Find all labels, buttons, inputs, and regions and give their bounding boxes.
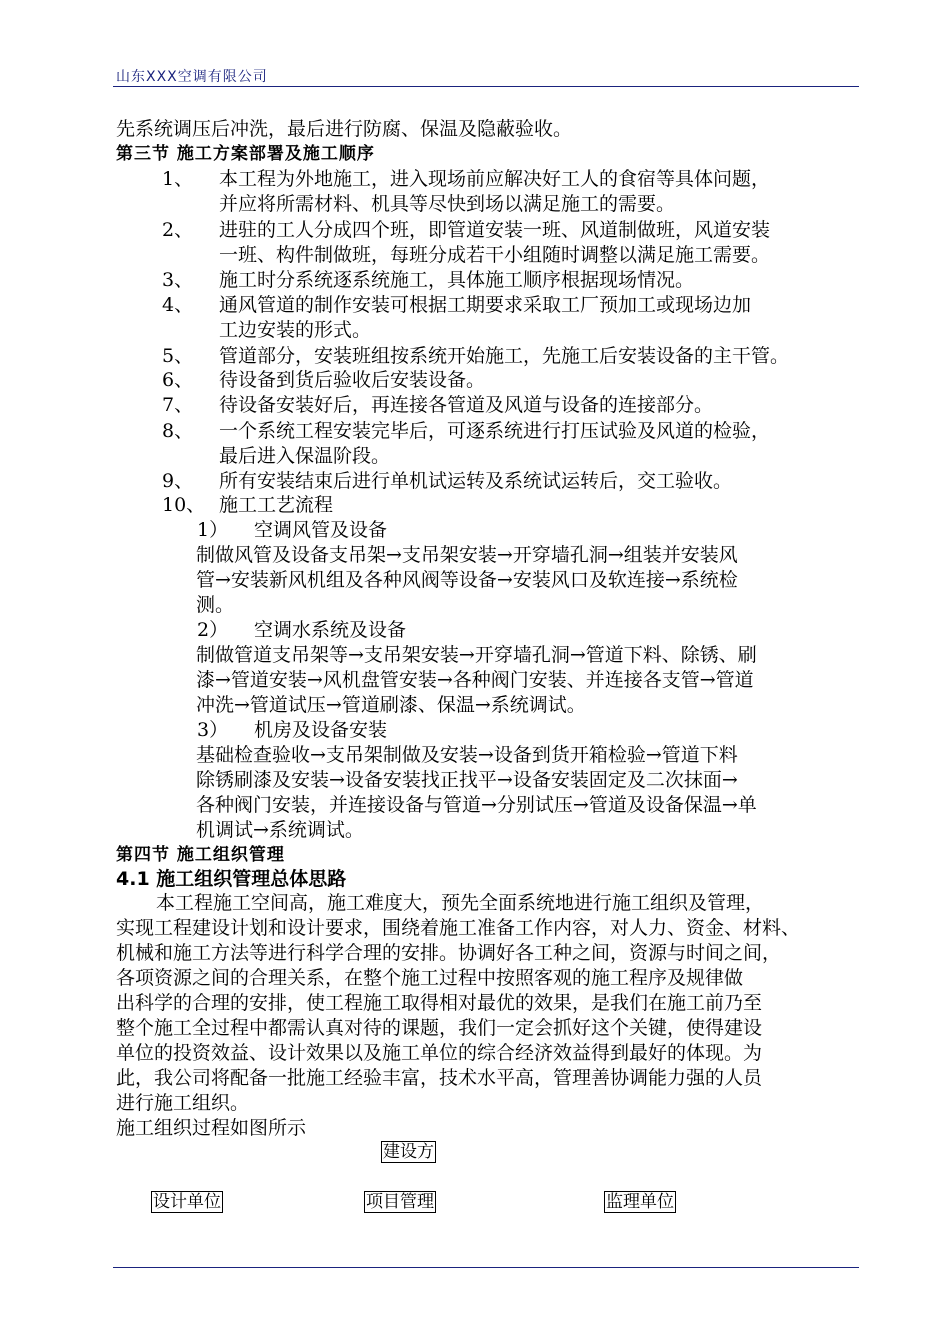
section3-title: 第三节 施工方案部署及施工顺序: [116, 144, 375, 164]
flow-text: 各种阀门安装，并连接设备与管道→分别试压→管道及设备保温→单: [196, 794, 757, 816]
item-number: 9、: [162, 470, 194, 492]
item-text: 一个系统工程安装完毕后，可逐系统进行打压试验及风道的检验，: [219, 420, 771, 442]
item-number: 6、: [162, 369, 194, 391]
paragraph-line: 出科学的合理的安排，使工程施工取得相对最优的效果，是我们在施工前乃至: [116, 992, 763, 1014]
section4-subtitle: 4.1 施工组织管理总体思路: [116, 868, 347, 890]
paragraph-line: 单位的投资效益、设计效果以及施工单位的综合经济效益得到最好的体现。为: [116, 1042, 763, 1064]
paragraph-line: 各项资源之间的合理关系，在整个施工过程中按照客观的施工程序及规律做: [116, 967, 744, 989]
header-rule: [113, 86, 859, 87]
item-text: 进驻的工人分成四个班，即管道安装一班、风道制做班，风道安装: [219, 219, 771, 241]
paragraph-line: 实现工程建设计划和设计要求，围绕着施工准备工作内容，对人力、资金、材料、: [116, 917, 801, 939]
item-text: 并应将所需材料、机具等尽快到场以满足施工的需要。: [219, 193, 676, 215]
item-text: 待设备安装好后，再连接各管道及风道与设备的连接部分。: [219, 394, 714, 416]
flow-number: 3）: [197, 719, 229, 741]
footer-rule: [113, 1267, 859, 1268]
item-text: 施工工艺流程: [219, 494, 334, 516]
item-text: 通风管道的制作安装可根据工期要求采取工厂预加工或现场边加: [219, 294, 752, 316]
item-number: 3、: [162, 269, 194, 291]
paragraph-line: 此，我公司将配备一批施工经验丰富，技术水平高，管理善协调能力强的人员: [116, 1067, 763, 1089]
flow-number: 1）: [197, 519, 229, 541]
item-text: 施工时分系统逐系统施工，具体施工顺序根据现场情况。: [219, 269, 695, 291]
flow-text: 基础检查验收→支吊架制做及安装→设备到货开箱检验→管道下料: [196, 744, 738, 766]
org-node-supervision: 监理单位: [606, 1192, 674, 1212]
item-text: 所有安装结束后进行单机试运转及系统试运转后，交工验收。: [219, 470, 733, 492]
org-node-design: 设计单位: [153, 1192, 221, 1212]
flow-text: 测。: [196, 594, 235, 616]
flow-text: 机调试→系统调试。: [196, 819, 364, 841]
paragraph-line: 机械和施工方法等进行科学合理的安排。协调好各工种之间，资源与时间之间，: [116, 942, 782, 964]
flow-text: 管→安装新风机组及各种风阀等设备→安装风口及软连接→系统检: [196, 569, 738, 591]
flow-title: 空调水系统及设备: [254, 619, 407, 641]
section4-title: 第四节 施工组织管理: [116, 845, 285, 865]
item-number: 1、: [162, 168, 194, 190]
flow-text: 漆→管道安装→风机盘管安装→各种阀门安装、并连接各支管→管道: [196, 669, 754, 691]
org-node-top: 建设方: [383, 1142, 434, 1162]
item-text: 本工程为外地施工，进入现场前应解决好工人的食宿等具体问题，: [219, 168, 771, 190]
org-node-project: 项目管理: [366, 1192, 434, 1212]
paragraph-line: 整个施工全过程中都需认真对待的课题，我们一定会抓好这个关键，使得建设: [116, 1017, 763, 1039]
intro-line: 先系统调压后冲洗，最后进行防腐、保温及隐蔽验收。: [116, 118, 573, 140]
item-number: 5、: [162, 345, 194, 367]
flow-title: 空调风管及设备: [254, 519, 388, 541]
flow-title: 机房及设备安装: [254, 719, 388, 741]
flow-text: 冲洗→管道试压→管道刷漆、保温→系统调试。: [196, 694, 586, 716]
item-number: 7、: [162, 394, 194, 416]
item-number: 2、: [162, 219, 194, 241]
item-number: 8、: [162, 420, 194, 442]
item-text: 工边安装的形式。: [219, 319, 372, 341]
item-text: 管道部分，安装班组按系统开始施工，先施工后安装设备的主干管。: [219, 345, 790, 367]
flow-number: 2）: [197, 619, 229, 641]
item-text: 一班、构件制做班，每班分成若干小组随时调整以满足施工需要。: [219, 244, 771, 266]
figure-caption: 施工组织过程如图所示: [116, 1117, 307, 1139]
flow-text: 制做风管及设备支吊架→支吊架安装→开穿墙孔洞→组装并安装风: [196, 544, 738, 566]
flow-text: 制做管道支吊架等→支吊架安装→开穿墙孔洞→管道下料、除锈、刷: [196, 644, 757, 666]
item-number: 10、: [162, 494, 206, 516]
item-text: 待设备到货后验收后安装设备。: [219, 369, 486, 391]
flow-text: 除锈刷漆及安装→设备安装找正找平→设备安装固定及二次抹面→: [196, 769, 738, 791]
item-number: 4、: [162, 294, 194, 316]
item-text: 最后进入保温阶段。: [219, 445, 391, 467]
paragraph-line: 进行施工组织。: [116, 1092, 250, 1114]
company-header: 山东XXX空调有限公司: [116, 69, 268, 85]
paragraph-line: 本工程施工空间高，施工难度大，预先全面系统地进行施工组织及管理，: [156, 892, 765, 914]
